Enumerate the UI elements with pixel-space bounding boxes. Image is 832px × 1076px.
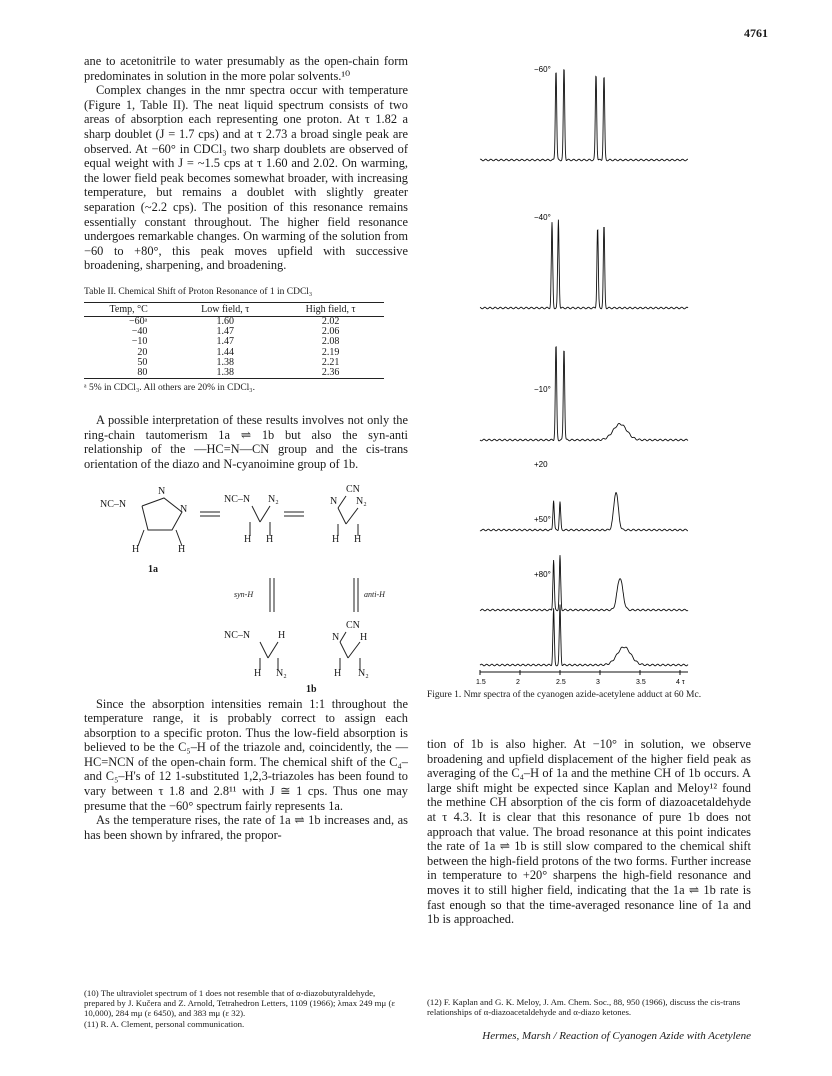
spectrum-temp-label: −10° — [534, 385, 551, 394]
table-row — [84, 337, 384, 347]
scheme-h: H — [266, 533, 274, 545]
scheme-h: H — [178, 543, 186, 555]
table-footnote: ᵃ 5% in CDCl₃. All others are 20% in CDCl₃. — [84, 383, 255, 394]
table-cell: 2.19 — [321, 346, 340, 358]
label-1b: 1b — [306, 683, 317, 695]
table-row — [84, 368, 384, 379]
axis-tick-label: 3.5 — [636, 679, 646, 686]
spectrum-temp-label: +20 — [534, 460, 548, 469]
table-cell: 1.44 — [216, 346, 234, 358]
scheme-n2: N₂ — [268, 493, 279, 505]
table-cell: 1.47 — [216, 336, 234, 348]
running-footer: Hermes, Marsh / Reaction of Cyanogen Azide with Acetylene — [482, 1030, 751, 1042]
scheme-n: N — [158, 485, 166, 497]
scheme-h: H — [254, 667, 262, 679]
footnote: (10) The ultraviolet spectrum of 1 does not resemble that of α-diazobutyraldehyde, prepared by J. Kučera and Z. Arnold, Tetrahedron Letters, 1109 (1966); λmax 249 mμ (ε 10,000), 284 mμ (ε 6450), and 383 mμ (ε 32). — [84, 988, 396, 1019]
scheme-n2: N₂ — [356, 495, 367, 507]
axis-tick-label: 3 — [596, 679, 600, 686]
spectrum-trace — [480, 347, 688, 441]
anti-label: anti-H — [364, 589, 385, 599]
scheme-n2: N₂ — [276, 667, 287, 679]
scheme-ncn: NC–N — [224, 629, 251, 641]
scheme-h: H — [132, 543, 140, 555]
scheme-h: H — [354, 533, 362, 545]
paragraph: ane to acetonitrile to water presumably as the open-chain form predominates in solution in the more polar solvents.¹⁰ — [84, 54, 408, 83]
scheme-ncn: NC–N — [100, 498, 127, 510]
paragraph: As the temperature rises, the rate of 1a ⇌ 1b increases and, as has been shown by infrared, the propor- — [84, 813, 408, 842]
scheme-n2: N₂ — [358, 667, 369, 679]
table-cell: 2.02 — [321, 315, 340, 327]
table-row — [84, 358, 384, 368]
label-1a: 1a — [148, 563, 158, 575]
spectrum-temp-label: +50° — [534, 515, 551, 524]
table-cell: 1.47 — [216, 326, 234, 338]
axis-tick-label: 1.5 — [476, 679, 486, 686]
spectrum-trace — [480, 605, 688, 666]
spectrum-temp-label: −60° — [534, 65, 551, 74]
scheme-cn: CN — [346, 483, 360, 495]
footnote: (12) F. Kaplan and G. K. Meloy, J. Am. Chem. Soc., 88, 950 (1966), discuss the cis-trans relationships of α-diazoacetaldehyde and α-diazo ketones. — [427, 997, 741, 1018]
scheme-cn: CN — [346, 619, 360, 631]
scheme-n: N — [180, 503, 188, 515]
table-row — [84, 316, 384, 327]
spectrum-temp-label: +80° — [534, 570, 551, 579]
table-cell: 1.38 — [216, 356, 234, 368]
table-cell: 2.21 — [321, 356, 340, 368]
nmr-spectra-figure — [440, 50, 752, 690]
table-cell: 50 — [137, 356, 148, 368]
spectrum-trace — [480, 70, 688, 161]
axis-tick-label: 2 — [516, 679, 520, 686]
footnotes-left — [84, 988, 408, 1029]
axis-tick-label: 2.5 — [556, 679, 566, 686]
table-cell: 1.60 — [216, 315, 234, 327]
scheme-h: H — [278, 629, 286, 641]
table-header: Temp, °C — [84, 302, 173, 316]
paragraph: Since the absorption intensities remain 1:1 throughout the temperature range, it is probably correct to assign each absorption to a specific proton. Thus the low-field absorption is believed to be the C₅–H of the triazole and, coincidently, the —HC=NCN of the open-chain form. The chemical shift of the C₄– and C₅–H's of 12 1-substituted 1,2,3-triazoles has been found to vary between τ 1.8 and 2.8¹¹ with J ≅ 1 cps. Thus one may presume that the −60° spectrum fairly represents 1a. — [84, 696, 408, 813]
table-cell: −10 — [131, 336, 148, 348]
table-title: Table II. Chemical Shift of Proton Resonance of 1 in CDCl₃ — [84, 286, 313, 297]
paragraph: A possible interpretation of these results involves not only the ring-chain tautomerism 1a ⇌ 1b but also the syn-anti relationship of the —HC=N—CN group and the cis-trans orientation of the diazo and N-cyanoimine group of 1b. — [84, 413, 408, 471]
table-header: High field, τ — [277, 302, 384, 316]
paragraph: tion of 1b is also higher. At −10° in solution, we observe broadening and upfield displacement of the higher field peak as averaging of the C₄–H of 1a and the methine CH of 1b occurs. A large shift might be expected since Kaplan and Meloy¹² found the methine CH absorption of the cis form of diazoacetaldehyde at τ 4.3. It is clear that this resonance of pure 1b does not approach that value. The broad resonance at this point indicates the rate of 1a ⇌ 1b is still slow compared to the chemical shift between the high-field protons of the two forms. Further increase in temperature to +20° sharpens the high-field resonance and moves it to still higher field, indicating that the 1a ⇌ 1b rate is fast enough so that the time-averaged resonance line of 1a and 1b is approached. — [427, 737, 751, 927]
table-cell: 80 — [137, 366, 148, 378]
table-cell: 2.06 — [321, 326, 340, 338]
scheme-n: N — [332, 631, 340, 643]
table-cell: −40 — [131, 326, 148, 338]
paragraph: Complex changes in the nmr spectra occur with temperature (Figure 1, Table II). The neat liquid spectrum consists of two areas of absorption each representing one proton. At τ 1.82 a sharp doublet (J = 1.7 cps) and at τ 2.73 a broad single peak are observed. At −60° in CDCl₃ two sharp doublets are observed of equal weight with J = ~1.5 cps at τ 1.60 and 2.02. On warming, the lower field peak becomes somewhat broader, with increasing temperature, but remains a doublet with slightly greater separation (~2.2 cps). The position of this resonance remains essentially constant throughout. The higher field resonance undergoes remarkable changes. On warming of the solution from −60 to +80°, this peak moves upfield with successive broadening, sharpening, and broadening. — [84, 83, 408, 273]
scheme-h: H — [244, 533, 252, 545]
page-number: 4761 — [744, 26, 768, 40]
scheme-n: N — [330, 495, 338, 507]
table-cell: 2.08 — [321, 336, 340, 348]
scheme-h: H — [360, 631, 368, 643]
table-header: Low field, τ — [173, 302, 277, 316]
footnotes-right — [427, 997, 751, 1017]
footnote: (11) R. A. Clement, personal communication. — [84, 1018, 245, 1029]
spectrum-trace — [480, 555, 688, 611]
scheme-h: H — [334, 667, 342, 679]
figure-caption: Figure 1. Nmr spectra of the cyanogen azide-acetylene adduct at 60 Mc. — [427, 690, 702, 700]
scheme-h: H — [332, 533, 340, 545]
right-column — [427, 737, 751, 927]
table-ii — [84, 302, 384, 379]
table-row — [84, 348, 384, 358]
table-row — [84, 327, 384, 337]
spectrum-temp-label: −40° — [534, 213, 551, 222]
spectrum-trace — [480, 493, 688, 531]
table-cell: 20 — [137, 346, 148, 358]
syn-label: syn-H — [234, 589, 254, 599]
table-cell: 2.36 — [321, 366, 340, 378]
reaction-scheme — [84, 482, 408, 697]
table-cell: −60ᵃ — [128, 315, 148, 327]
spectrum-trace — [480, 220, 688, 309]
table-cell: 1.38 — [216, 366, 234, 378]
left-column — [84, 54, 408, 842]
axis-tick-label: 4 τ — [676, 679, 685, 686]
scheme-ncn: NC–N — [224, 493, 251, 505]
